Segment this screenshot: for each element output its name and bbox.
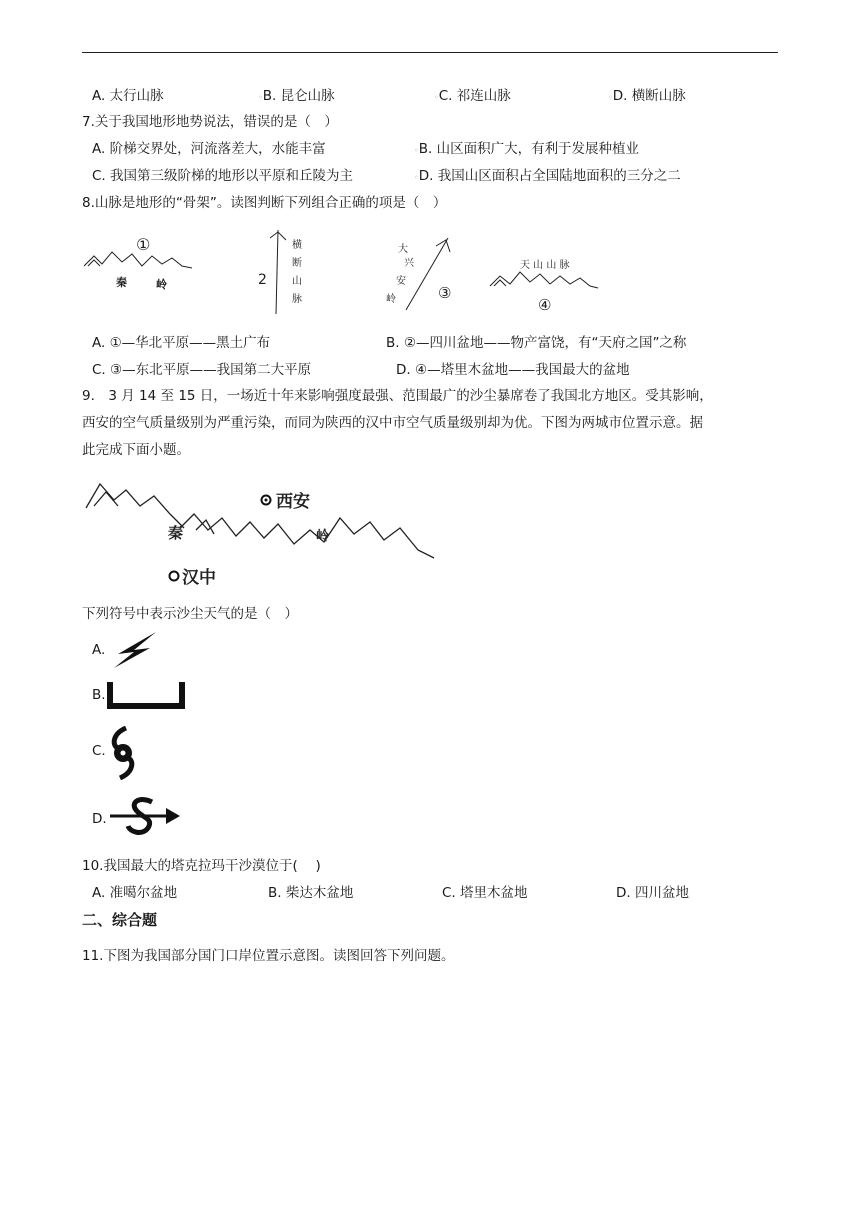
q9-sub-question: 下列符号中表示沙尘天气的是（ ） [82, 606, 298, 622]
q10-option-b[interactable]: B. 柴达木盆地 [268, 885, 354, 901]
hanzhong-marker [170, 572, 179, 581]
mountain-4-tianshan [490, 272, 598, 288]
section-heading-comprehensive: 二、综合题 [82, 911, 158, 929]
mountain-1-char-b: 岭 [156, 278, 167, 291]
q8-stem: 8.山脉是地形的“骨架”。读图判断下列组合正确的项是（ ） [82, 195, 447, 211]
mountain-1-qinling [84, 252, 192, 268]
q9-location-map [84, 478, 444, 590]
mountain-2-char-4: 脉 [292, 294, 302, 305]
header-rule [82, 52, 778, 53]
q9-line-3: 此完成下面小题。 [82, 442, 190, 458]
xian-label: 西安 [276, 492, 310, 512]
q7-stem: 7.关于我国地形地势说法，错误的是（ ） [82, 114, 338, 130]
q6-option-c[interactable]: ◦C. 祁连山脉 [434, 88, 511, 104]
q10-option-c[interactable]: C. 塔里木盆地 [442, 885, 528, 901]
mountain-2-char-1: 横 [292, 240, 302, 251]
q6-option-d-text: D. 横断山脉 [612, 88, 686, 104]
mountain-1-char-a: 秦 [116, 276, 127, 289]
q9-option-a-label[interactable]: A. [92, 642, 106, 658]
mountain-3-char-1: 大 [398, 244, 408, 255]
q9-option-c-label[interactable]: C. [92, 743, 106, 759]
mountain-3-char-4: 岭 [386, 294, 396, 305]
mountain-2-hengduan [270, 230, 286, 314]
typhoon-symbol-icon[interactable] [106, 726, 140, 780]
snow-cover-symbol-icon[interactable] [106, 678, 188, 712]
q6-option-b-text: B. 昆仑山脉 [262, 88, 335, 104]
mountain-4-number: ④ [538, 296, 552, 314]
ling-label: 岭 [316, 529, 330, 544]
q9-line-1: 9. 3 月 14 至 15 日，一场近十年来影响强度最强、范围最广的沙尘暴席卷了我国北方地区。受其影响， [82, 388, 713, 404]
mountain-3-number: ③ [438, 284, 452, 302]
q7-option-d-text: D. 我国山区面积占全国陆地面积的三分之二 [418, 168, 681, 184]
q9-option-b-label[interactable]: B. [92, 687, 106, 703]
mountain-1-number: ① [136, 235, 151, 254]
q7-option-b-text: B. 山区面积广大，有利于发展种植业 [418, 141, 640, 157]
q9-option-d-label[interactable]: D. [92, 811, 107, 827]
q7-option-a[interactable]: A. 阶梯交界处，河流落差大，水能丰富 [92, 141, 326, 157]
q6-option-d[interactable]: ◦D. 横断山脉 [608, 88, 686, 104]
q7-option-c[interactable]: C. 我国第三级阶梯的地形以平原和丘陵为主 [92, 168, 354, 184]
q6-option-c-text: C. 祁连山脉 [438, 88, 511, 104]
q8-option-c[interactable]: C. ③—东北平原——我国第二大平原 [92, 362, 312, 378]
qinling-range [86, 484, 434, 558]
mountain-3-char-3: 安 [396, 276, 406, 287]
q10-option-d[interactable]: D. 四川盆地 [616, 885, 689, 901]
q8-option-a[interactable]: A. ①—华北平原——黑土广布 [92, 335, 271, 351]
q11-stem: 11.下图为我国部分国门口岸位置示意图。读图回答下列问题。 [82, 948, 455, 964]
mountain-2-char-3: 山 [292, 276, 302, 287]
q10-option-a[interactable]: A. 准噶尔盆地 [92, 885, 178, 901]
mountain-2-char-2: 断 [292, 258, 302, 269]
q7-option-b[interactable]: ◦B. 山区面积广大，有利于发展种植业 [414, 141, 640, 157]
hanzhong-label: 汉中 [182, 568, 216, 588]
q6-option-b[interactable]: ◦B. 昆仑山脉 [258, 88, 335, 104]
qin-label: 秦 [168, 524, 184, 542]
mountain-2-number: 2 [258, 272, 267, 288]
q9-line-2: 西安的空气质量级别为严重污染，而同为陕西的汉中市空气质量级别却为优。下图为两城市位置示意。据 [82, 415, 703, 431]
q8-option-d[interactable]: D. ④—塔里木盆地——我国最大的盆地 [396, 362, 630, 378]
mountain-4-title: 天 山 山 脉 [520, 260, 570, 271]
q7-option-d[interactable]: ◦D. 我国山区面积占全国陆地面积的三分之二 [414, 168, 681, 184]
q8-mountain-figure [80, 222, 610, 320]
q8-option-b[interactable]: B. ②—四川盆地——物产富饶，有“天府之国”之称 [386, 335, 687, 351]
lightning-symbol-icon[interactable] [110, 630, 162, 670]
q10-stem: 10.我国最大的塔克拉玛干沙漠位于( ) [82, 858, 321, 874]
mountain-3-char-2: 兴 [404, 258, 414, 269]
sandstorm-symbol-icon[interactable] [108, 796, 182, 836]
q6-option-a[interactable]: A. 太行山脉 [92, 88, 164, 104]
